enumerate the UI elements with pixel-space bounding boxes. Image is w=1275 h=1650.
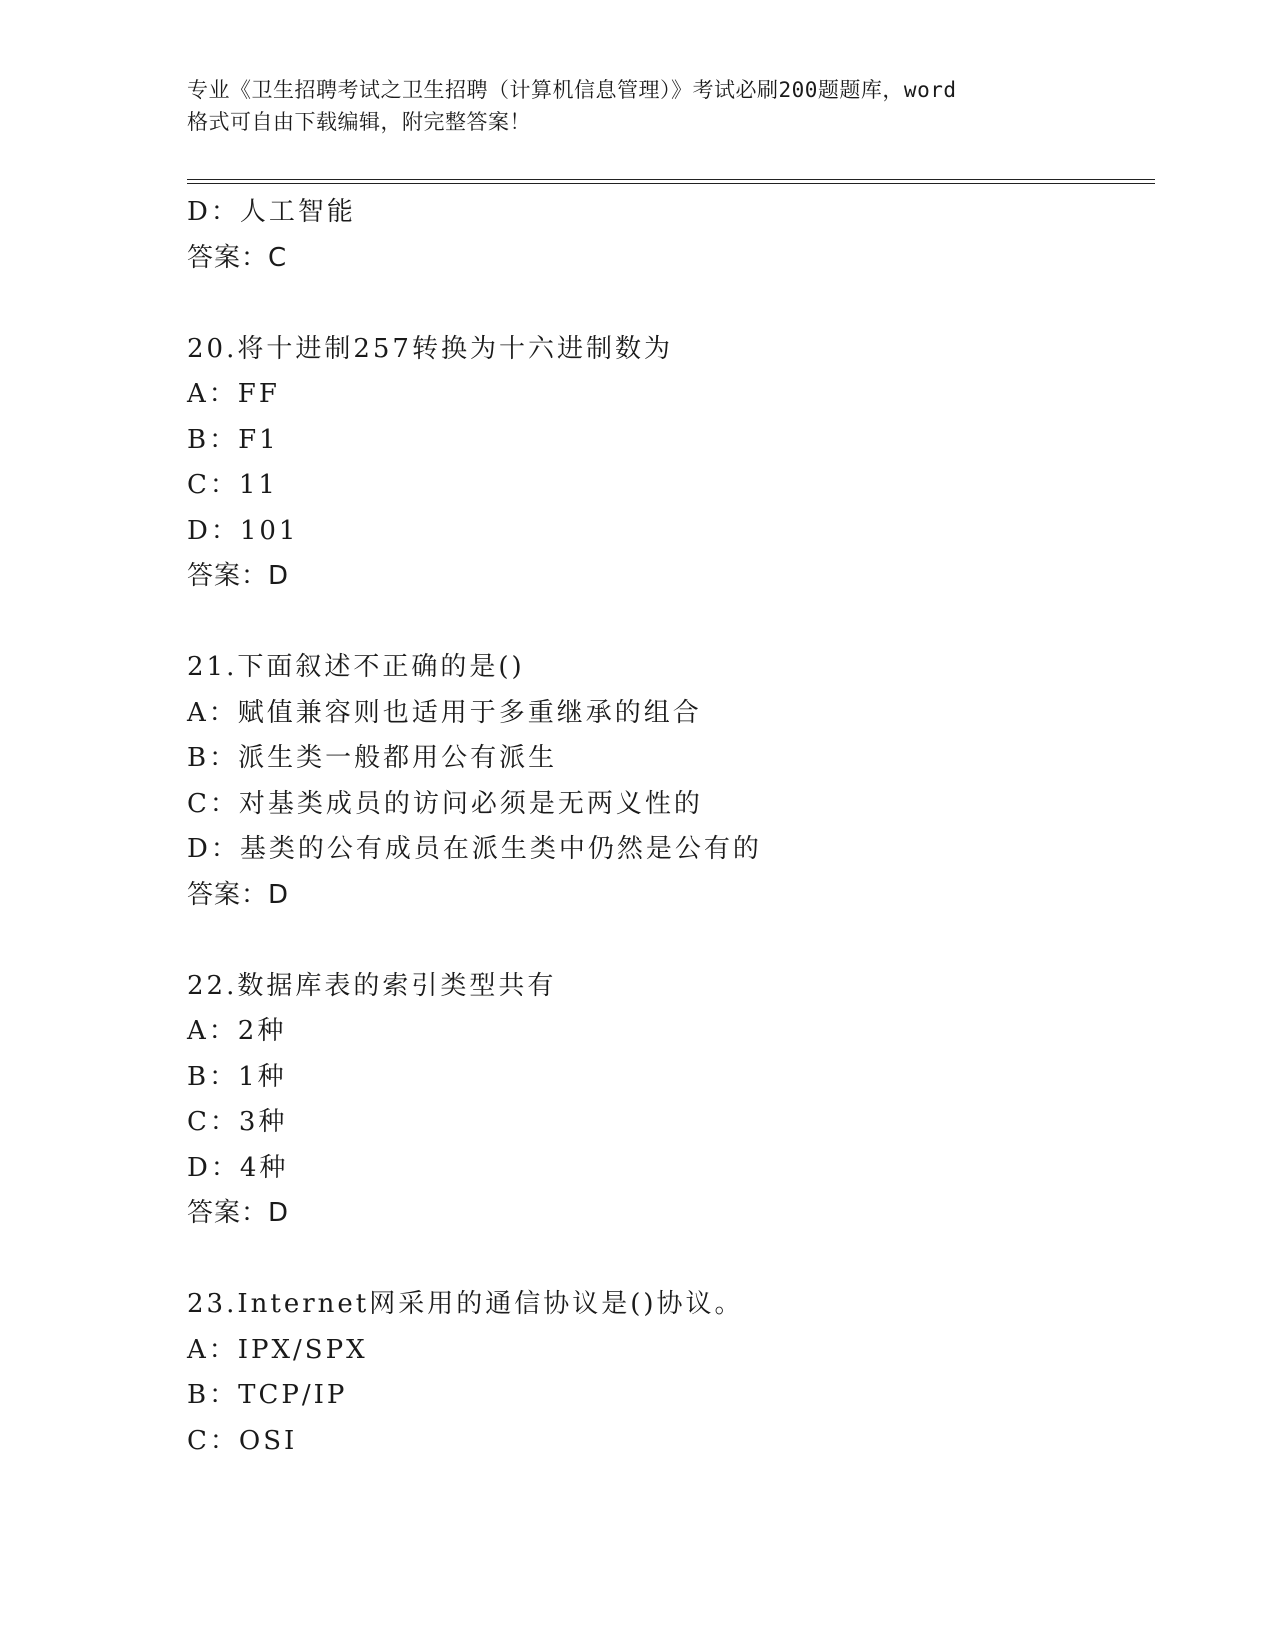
- q20-option-b: B：F1: [187, 424, 279, 455]
- q19-option-d: D：人工智能: [187, 197, 356, 227]
- header-line-1: 专业《卫生招聘考试之卫生招聘（计算机信息管理）》考试必刷200题题库，word: [187, 78, 957, 102]
- q20-stem: 20.将十进制257转换为十六进制数为: [187, 333, 673, 364]
- q21-option-d: D：基类的公有成员在派生类中仍然是公有的: [187, 834, 762, 864]
- q23-option-c: C：OSI: [187, 1425, 298, 1456]
- q21-answer: 答案：D: [187, 879, 290, 910]
- q23-option-a: A：IPX/SPX: [187, 1334, 368, 1365]
- spacer: [187, 600, 1155, 646]
- q21-option-b: B：派生类一般都用公有派生: [187, 743, 558, 773]
- q20-option-c: C：11: [187, 470, 278, 500]
- question-list: [187, 190, 1155, 1464]
- q22-option-c: C：3种: [187, 1107, 288, 1137]
- q22-stem: 22.数据库表的索引类型共有: [187, 970, 557, 1001]
- header-double-rule: [187, 179, 1155, 184]
- q22-option-a: A：2种: [187, 1016, 287, 1046]
- q21-stem: 21.下面叙述不正确的是(): [187, 652, 525, 682]
- document-header: [187, 74, 1087, 138]
- q19-answer: 答案：C: [187, 242, 288, 273]
- q21-option-c: C：对基类成员的访问必须是无两义性的: [187, 788, 703, 819]
- q20-answer: 答案：D: [187, 561, 290, 591]
- q23-stem: 23.Internet网采用的通信协议是()协议。: [187, 1289, 744, 1319]
- q20-option-a: A：FF: [187, 379, 280, 409]
- spacer: [187, 1237, 1155, 1283]
- spacer: [187, 281, 1155, 327]
- q22-option-d: D：4种: [187, 1152, 289, 1183]
- q22-option-b: B：1种: [187, 1061, 287, 1092]
- q23-option-b: B：TCP/IP: [187, 1380, 348, 1410]
- q20-option-d: D：101: [187, 515, 299, 546]
- header-line-2: 格式可自由下载编辑，附完整答案！: [187, 110, 531, 134]
- q22-answer: 答案：D: [187, 1198, 290, 1228]
- q21-option-a: A：赋值兼容则也适用于多重继承的组合: [187, 697, 702, 728]
- spacer: [187, 918, 1155, 964]
